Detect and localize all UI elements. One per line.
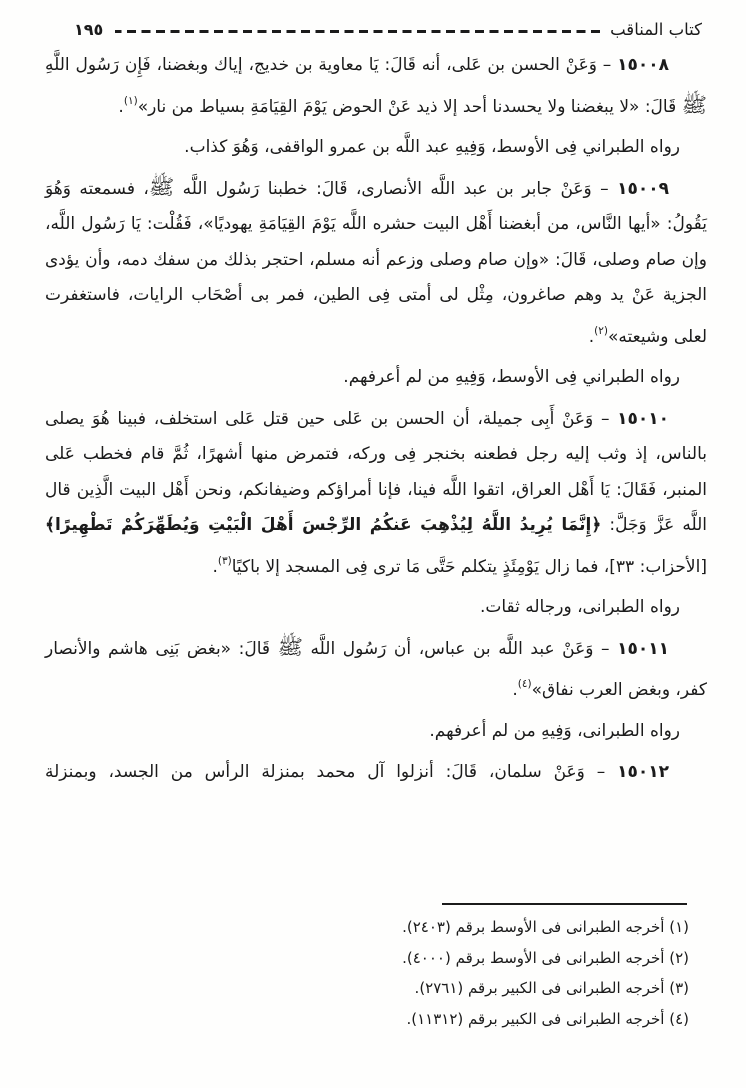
prophet-salutation-symbol: ﷺ (277, 634, 303, 659)
hadith-number: ١٥٠١١ (617, 638, 669, 659)
footnote-item: (٤) أخرجه الطبرانى فى الكبير برقم (١١٣١٢). (406, 1009, 689, 1028)
hadith-number: ١٥٠١٠ (617, 408, 669, 429)
prophet-salutation-symbol: ﷺ (681, 92, 707, 117)
text-segment: ، فسمعته وَهُوَ يَقُولُ: «أيها النَّاس، من أبغضنا أَهْل البيت حشره اللَّه يَوْمَ القِيَامَةِ يهوديًا»، فَقُلْت: يَا رَسُول اللَّه، وإن صام وصلى، قَالَ: «وإن صام وصلى وزعم أنه مسلم، احتجر بذلك من سفك دمه، وأن يؤدى الجزية عَنْ يد وهم صاغرون، مِثْل لى أمتى فِى الطين، فمر بى أصْحَاب الرايات، فاستغفرت لعلى وشيعته» (45, 178, 707, 347)
hadith-paragraph (45, 632, 707, 709)
footnote-marker: (٣) (217, 554, 232, 567)
footnote-item: (٢) أخرجه الطبرانى فى الأوسط برقم (٤٠٠٠). (402, 948, 689, 967)
text-segment: قَالَ: «لا يبغضنا ولا يحسدنا أحد إلا ذيد عَنْ الحوض يَوْمَ القِيَامَةِ بسياط من نار» (137, 96, 682, 117)
footnote-item: (١) أخرجه الطبرانى فى الأوسط برقم (٢٤٠٣). (402, 918, 689, 936)
attribution-paragraph (45, 714, 707, 750)
hadith-paragraph (45, 48, 707, 125)
hadith-number: ١٥٠٠٨ (617, 55, 669, 75)
text-segment: . (212, 556, 218, 577)
hadith-number: ١٥٠٠٩ (617, 178, 669, 199)
footnote-item: (٣) أخرجه الطبرانى فى الكبير برقم (٢٧٦١). (414, 979, 689, 997)
footnote-separator (442, 903, 687, 905)
book-title: كتاب المناقب (610, 20, 702, 39)
hadith-paragraph (45, 402, 707, 586)
text-segment: – وَعَنْ أَبِى جميلة، أن الحسن بن عَلى حين قتل عَلى استخلف، فبينا هُوَ يصلى بالناس، إذ وثب إليه رجل فطعنه بخنجر فِى وركه، فتمرض منها أشهرًا، ثُمَّ قام فخطب عَلى المنبر، فَقَالَ: يَا أَهْل العراق، اتقوا اللَّه فينا، فإنا أمراؤكم وضيفانكم، ونحن أَهْل البيت الَّذِين قال اللَّه عَزَّ وَجَلَّ: (45, 408, 707, 535)
attribution-paragraph (45, 590, 707, 626)
hadith-number: ١٥٠١٢ (617, 762, 669, 782)
text-segment: [الأحزاب: ٣٣]، فما زال يَوْمِئَذٍ يتكلم حَتَّى مَا ترى فِى المسجد إلا باكيًا (231, 556, 707, 577)
text-segment: – وَعَنْ الحسن بن عَلى، أنه قَالَ: يَا معاوية بن خديج، إياك وبغضنا، فَإِن رَسُول اللَّهِ (45, 55, 618, 75)
footnote-marker: (٢) (594, 324, 608, 337)
text-segment: قَالَ: «بغض بَنِى هاشم والأنصار كفر، وبغض العرب نفاق» (45, 638, 707, 700)
footnote-list (44, 912, 689, 1034)
quran-verse: ﴿إِنَّمَا يُرِيدُ اللَّهُ لِيُذْهِبَ عَنكُمُ الرِّجْسَ أَهْلَ الْبَيْتِ وَيُطَهِّرَكُمْ تَطْهِيرًا﴾ (45, 515, 602, 535)
dashed-rule (115, 30, 600, 33)
footnotes-section (44, 903, 689, 1034)
text-segment: رواه الطبراني فِى الأوسط، وَفِيهِ عبد اللَّه بن عمرو الواقفى، وَهُوَ كذاب. (184, 137, 680, 157)
prophet-salutation-symbol: ﷺ (148, 174, 175, 199)
text-segment: . (512, 680, 518, 700)
attribution-paragraph (45, 360, 707, 396)
text-segment: – وَعَنْ جابر بن عبد اللَّه الأنصارى، قَالَ: خطبنا رَسُول اللَّه (174, 178, 618, 199)
text-segment: . (588, 326, 595, 347)
hadith-paragraph (45, 755, 707, 791)
footnote-marker: (٤) (517, 678, 532, 690)
page-header (0, 0, 746, 39)
text-segment: . (118, 96, 124, 117)
hadith-text-block (0, 48, 746, 791)
hadith-paragraph (45, 172, 707, 356)
footnote-marker: (١) (123, 94, 138, 107)
text-segment: – وَعَنْ سلمان، قَالَ: أنزلوا آل محمد بمنزلة الرأس من الجسد، وبمنزلة (45, 762, 618, 782)
text-segment: رواه الطبرانى، ورجاله ثقات. (479, 597, 680, 617)
attribution-paragraph (45, 130, 707, 166)
page-number: ١٩٥ (74, 20, 104, 39)
text-segment: رواه الطبرانى، وَفِيهِ من لم أعرفهم. (429, 720, 680, 741)
text-segment: رواه الطبراني فِى الأوسط، وَفِيهِ من لم أعرفهم. (343, 367, 680, 387)
text-segment: – وَعَنْ عبد اللَّه بن عباس، أن رَسُول اللَّه (302, 638, 618, 659)
